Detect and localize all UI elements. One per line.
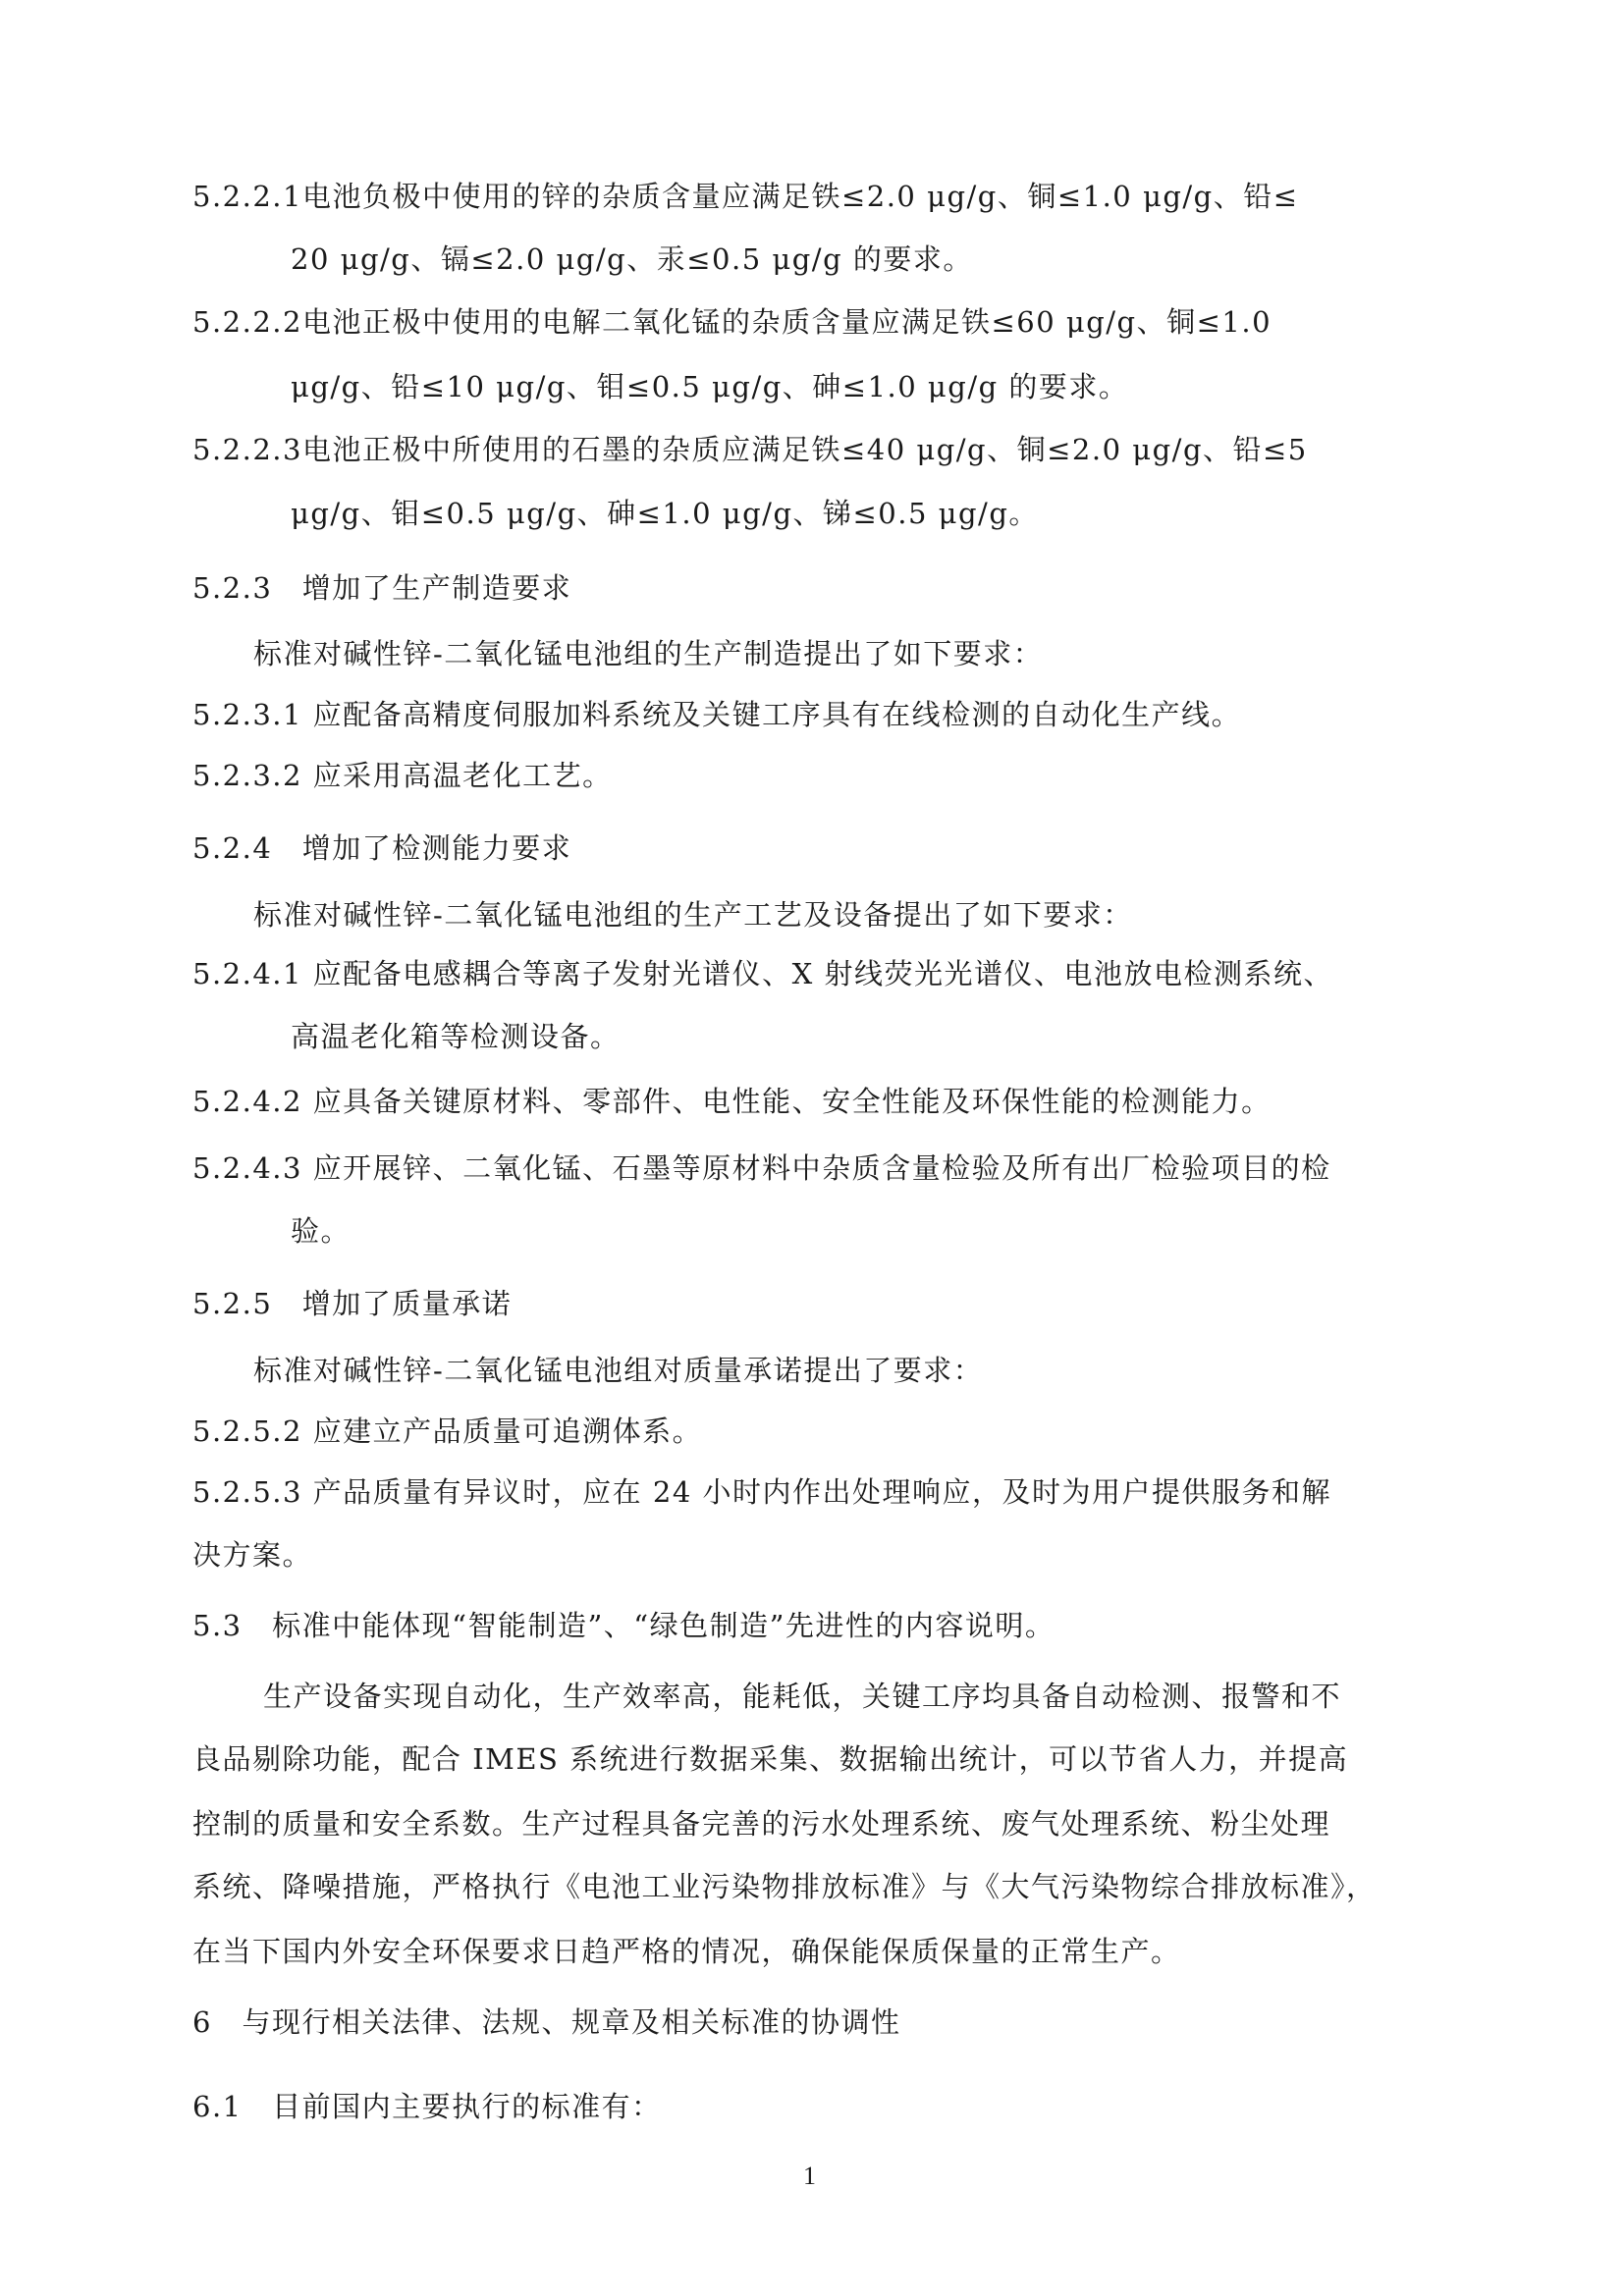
text-line: 标准对碱性锌-二氧化锰电池组对质量承诺提出了要求：: [253, 1354, 984, 1387]
text-line: 控制的质量和安全系数。生产过程具备完善的污水处理系统、废气处理系统、粉尘处理: [192, 1807, 1331, 1841]
text-line: 5.2.4.2 应具备关键原材料、零部件、电性能、安全性能及环保性能的检测能力。: [192, 1085, 1272, 1118]
text-line: 5.2.2.3电池正极中所使用的石墨的杂质应满足铁≤40 μg/g、铜≤2.0 μg/g、铅≤5: [192, 433, 1308, 466]
text-line: 5.2.3.1 应配备高精度伺服加料系统及关键工序具有在线检测的自动化生产线。: [192, 698, 1242, 731]
text-line: μg/g、钼≤0.5 μg/g、砷≤1.0 μg/g、锑≤0.5 μg/g。: [291, 497, 1039, 530]
section-heading: 6.1 目前国内主要执行的标准有：: [192, 2090, 662, 2123]
text-line: 生产设备实现自动化，生产效率高，能耗低，关键工序均具备自动检测、报警和不: [263, 1680, 1342, 1713]
text-line: 5.2.2.2电池正极中使用的电解二氧化锰的杂质含量应满足铁≤60 μg/g、铜≤1.0: [192, 305, 1272, 339]
text-line: 5.2.5.2 应建立产品质量可追溯体系。: [192, 1415, 703, 1448]
text-line: 标准对碱性锌-二氧化锰电池组的生产制造提出了如下要求：: [253, 637, 1044, 670]
text-line: 验。: [291, 1214, 352, 1248]
text-line: 20 μg/g、镉≤2.0 μg/g、汞≤0.5 μg/g 的要求。: [291, 242, 973, 276]
text-line: 5.2.4.1 应配备电感耦合等离子发射光谱仪、X 射线荧光光谱仪、电池放电检测系统、: [192, 957, 1334, 990]
text-line: 良品剔除功能，配合 IMES 系统进行数据采集、数据输出统计，可以节省人力，并提高: [192, 1742, 1349, 1776]
section-heading: 5.2.5 增加了质量承诺: [192, 1287, 513, 1320]
text-line: 标准对碱性锌-二氧化锰电池组的生产工艺及设备提出了如下要求：: [253, 898, 1133, 932]
text-line: μg/g、铅≤10 μg/g、钼≤0.5 μg/g、砷≤1.0 μg/g 的要求。: [291, 370, 1129, 403]
text-line: 5.2.5.3 产品质量有异议时，应在 24 小时内作出处理响应，及时为用户提供服务和解: [192, 1475, 1332, 1509]
text-line: 5.2.3.2 应采用高温老化工艺。: [192, 759, 613, 792]
section-heading: 5.2.4 增加了检测能力要求: [192, 831, 572, 865]
section-heading: 5.2.3 增加了生产制造要求: [192, 571, 572, 605]
text-line: 决方案。: [192, 1538, 313, 1572]
section-heading: 6 与现行相关法律、法规、规章及相关标准的协调性: [192, 2005, 901, 2039]
text-line: 系统、降噪措施，严格执行《电池工业污染物排放标准》与《大气污染物综合排放标准》，: [192, 1870, 1377, 1903]
text-line: 5.2.2.1电池负极中使用的锌的杂质含量应满足铁≤2.0 μg/g、铜≤1.0 μg/g、铅≤: [192, 180, 1299, 213]
page-number: 1: [803, 2162, 816, 2190]
text-line: 5.2.4.3 应开展锌、二氧化锰、石墨等原材料中杂质含量检验及所有出厂检验项目的检: [192, 1151, 1331, 1185]
text-line: 在当下国内外安全环保要求日趋严格的情况，确保能保质保量的正常生产。: [192, 1935, 1181, 1968]
section-heading: 5.3 标准中能体现“智能制造”、“绿色制造”先进性的内容说明。: [192, 1609, 1056, 1642]
text-line: 高温老化箱等检测设备。: [291, 1020, 621, 1053]
